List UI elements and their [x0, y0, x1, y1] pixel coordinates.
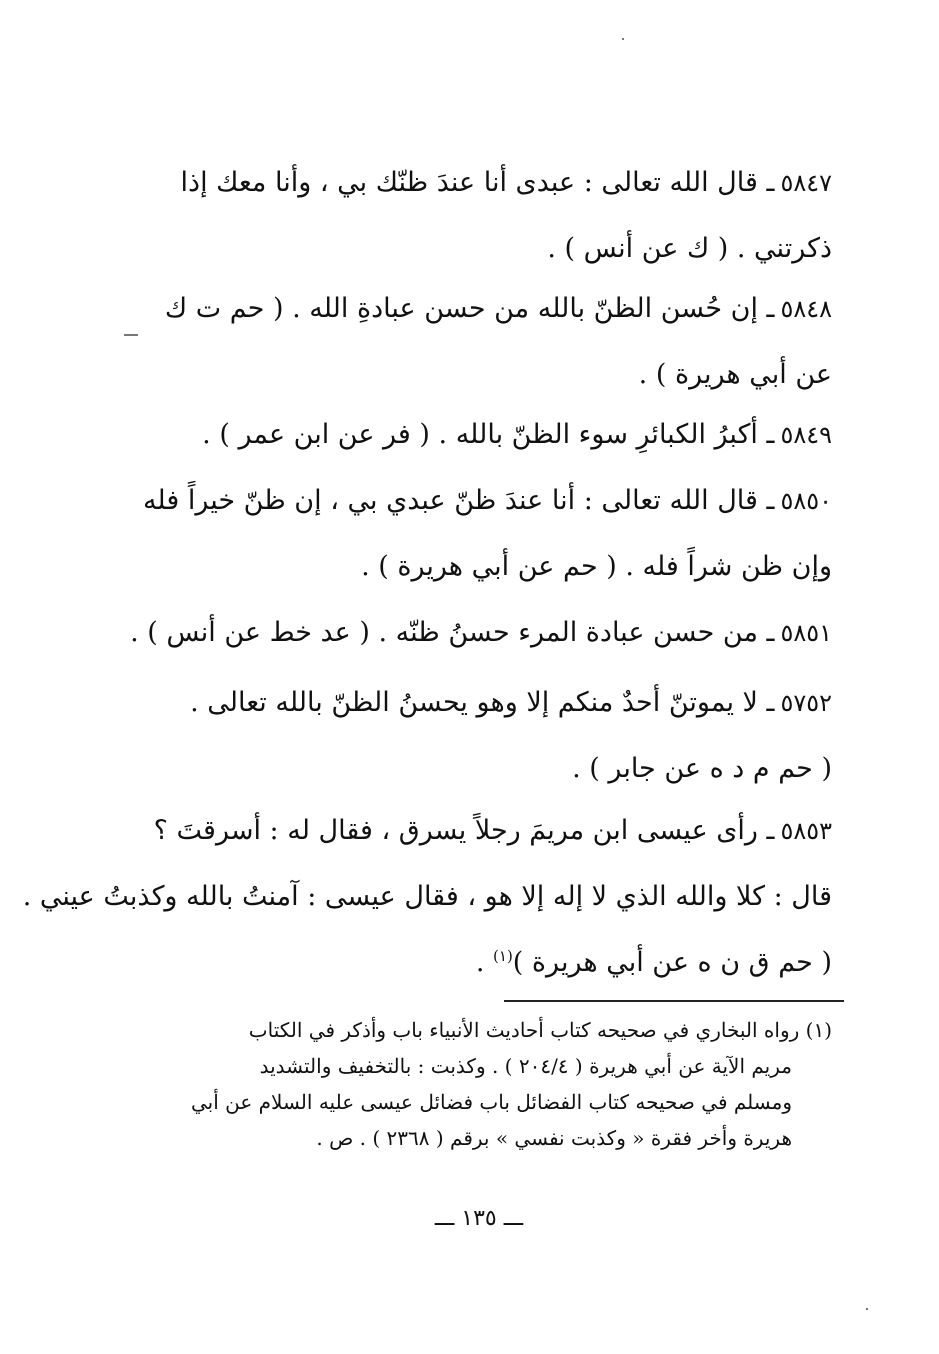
- entry-text: وإن ظن شراً فله . ( حم عن أبي هريرة ) .: [361, 551, 832, 582]
- footnote-reference[interactable]: (١): [493, 947, 513, 965]
- entry-line: [132, 736, 832, 802]
- entry-number: ٥٨٤٩: [780, 421, 832, 449]
- footnote-text: هريرة وأخر فقرة « وكذبت نفسي » برقم ( ٢٣٦٨ ) . ص .: [316, 1126, 792, 1150]
- footnote-text: رواه البخاري في صحيحه كتاب أحاديث الأنبياء باب وأذكر في الكتاب: [248, 1018, 800, 1042]
- entry-text: ( حم م د ه عن جابر ) .: [572, 753, 832, 784]
- entry-number: ٥٨٤٧: [780, 169, 832, 197]
- entry-line: [132, 150, 832, 216]
- page-number: ـــ ١٣٥ ـــ: [434, 1206, 524, 1231]
- entry-number: ٥٨٤٨: [780, 295, 832, 323]
- entry-text: ـ أكبرُ الكبائرِ سوء الظنّ بالله . ( فر عن ابن عمر ) .: [202, 419, 775, 450]
- entry-text: ـ قال الله تعالى : أنا عندَ ظنّ عبدي بي ، إن ظنّ خيراً فله: [142, 485, 775, 516]
- hadith-entry-5752: [132, 670, 832, 802]
- entry-line: [132, 276, 832, 342]
- entry-line: [132, 402, 832, 468]
- hadith-entry-5848: [132, 276, 832, 408]
- entry-line: [132, 930, 832, 996]
- hadith-entry-5853: [22, 798, 832, 996]
- entry-text: ـ لا يموتنّ أحدٌ منكم إلا وهو يحسنُ الظنّ بالله تعالى .: [190, 687, 775, 718]
- entry-line: [22, 864, 832, 930]
- entry-line: [132, 216, 832, 282]
- footnote-label: (١): [805, 1018, 832, 1042]
- hadith-entry-5847: [132, 150, 832, 282]
- entry-number: ٥٨٥٣: [780, 817, 832, 845]
- footnote: [132, 1012, 832, 1156]
- entry-line: [132, 534, 832, 600]
- entry-text: ( حم ق ن ه عن أبي هريرة ): [512, 947, 832, 978]
- hadith-entry-5851: [132, 600, 832, 666]
- entry-line: [132, 600, 832, 666]
- footnote-text: مريم الآية عن أبي هريرة ( ٢٠٤/٤ ) . وكذبت : بالتخفيف والتشديد: [259, 1054, 792, 1078]
- entry-number: ٥٧٥٢: [780, 689, 832, 717]
- footnote-line: [132, 1048, 832, 1084]
- entry-line: [132, 670, 832, 736]
- scan-speck: [622, 38, 624, 40]
- footnote-line: [132, 1084, 832, 1120]
- entry-text-tail: .: [475, 947, 494, 978]
- hadith-entry-5850: [132, 468, 832, 600]
- entry-number: ٥٨٥٠: [780, 487, 832, 515]
- footnote-line: [132, 1120, 832, 1156]
- entry-line: [132, 798, 832, 864]
- footnote-text: ومسلم في صحيحه كتاب الفضائل باب فضائل عيسى عليه السلام عن أبي: [190, 1090, 792, 1114]
- scan-speck: [124, 334, 138, 336]
- entry-text: قال : كلا والله الذي لا إله إلا هو ، فقال عيسى : آمنتُ بالله وكذبتُ عيني .: [22, 881, 832, 912]
- entry-text: ذكرتني . ( ك عن أنس ) .: [547, 233, 832, 264]
- footnote-divider: [504, 1000, 844, 1002]
- footnote-line: [132, 1012, 832, 1048]
- entry-number: ٥٨٥١: [780, 619, 832, 647]
- entry-line: [132, 468, 832, 534]
- entry-text: عن أبي هريرة ) .: [638, 359, 832, 390]
- entry-text: ـ من حسن عبادة المرء حسنُ ظنّه . ( عد خط عن أنس ) .: [130, 617, 775, 648]
- entry-text: ـ قال الله تعالى : عبدى أنا عندَ ظنّك بي ، وأنا معك إذا: [180, 167, 775, 198]
- entry-line: [132, 342, 832, 408]
- scan-speck: [866, 1308, 868, 1310]
- entry-text: ـ إن حُسن الظنّ بالله من حسن عبادةِ الله . ( حم ت ك: [164, 293, 775, 324]
- entry-text: ـ رأى عيسى ابن مريمَ رجلاً يسرق ، فقال له : أسرقتَ ؟: [153, 815, 775, 846]
- hadith-entry-5849: [132, 402, 832, 468]
